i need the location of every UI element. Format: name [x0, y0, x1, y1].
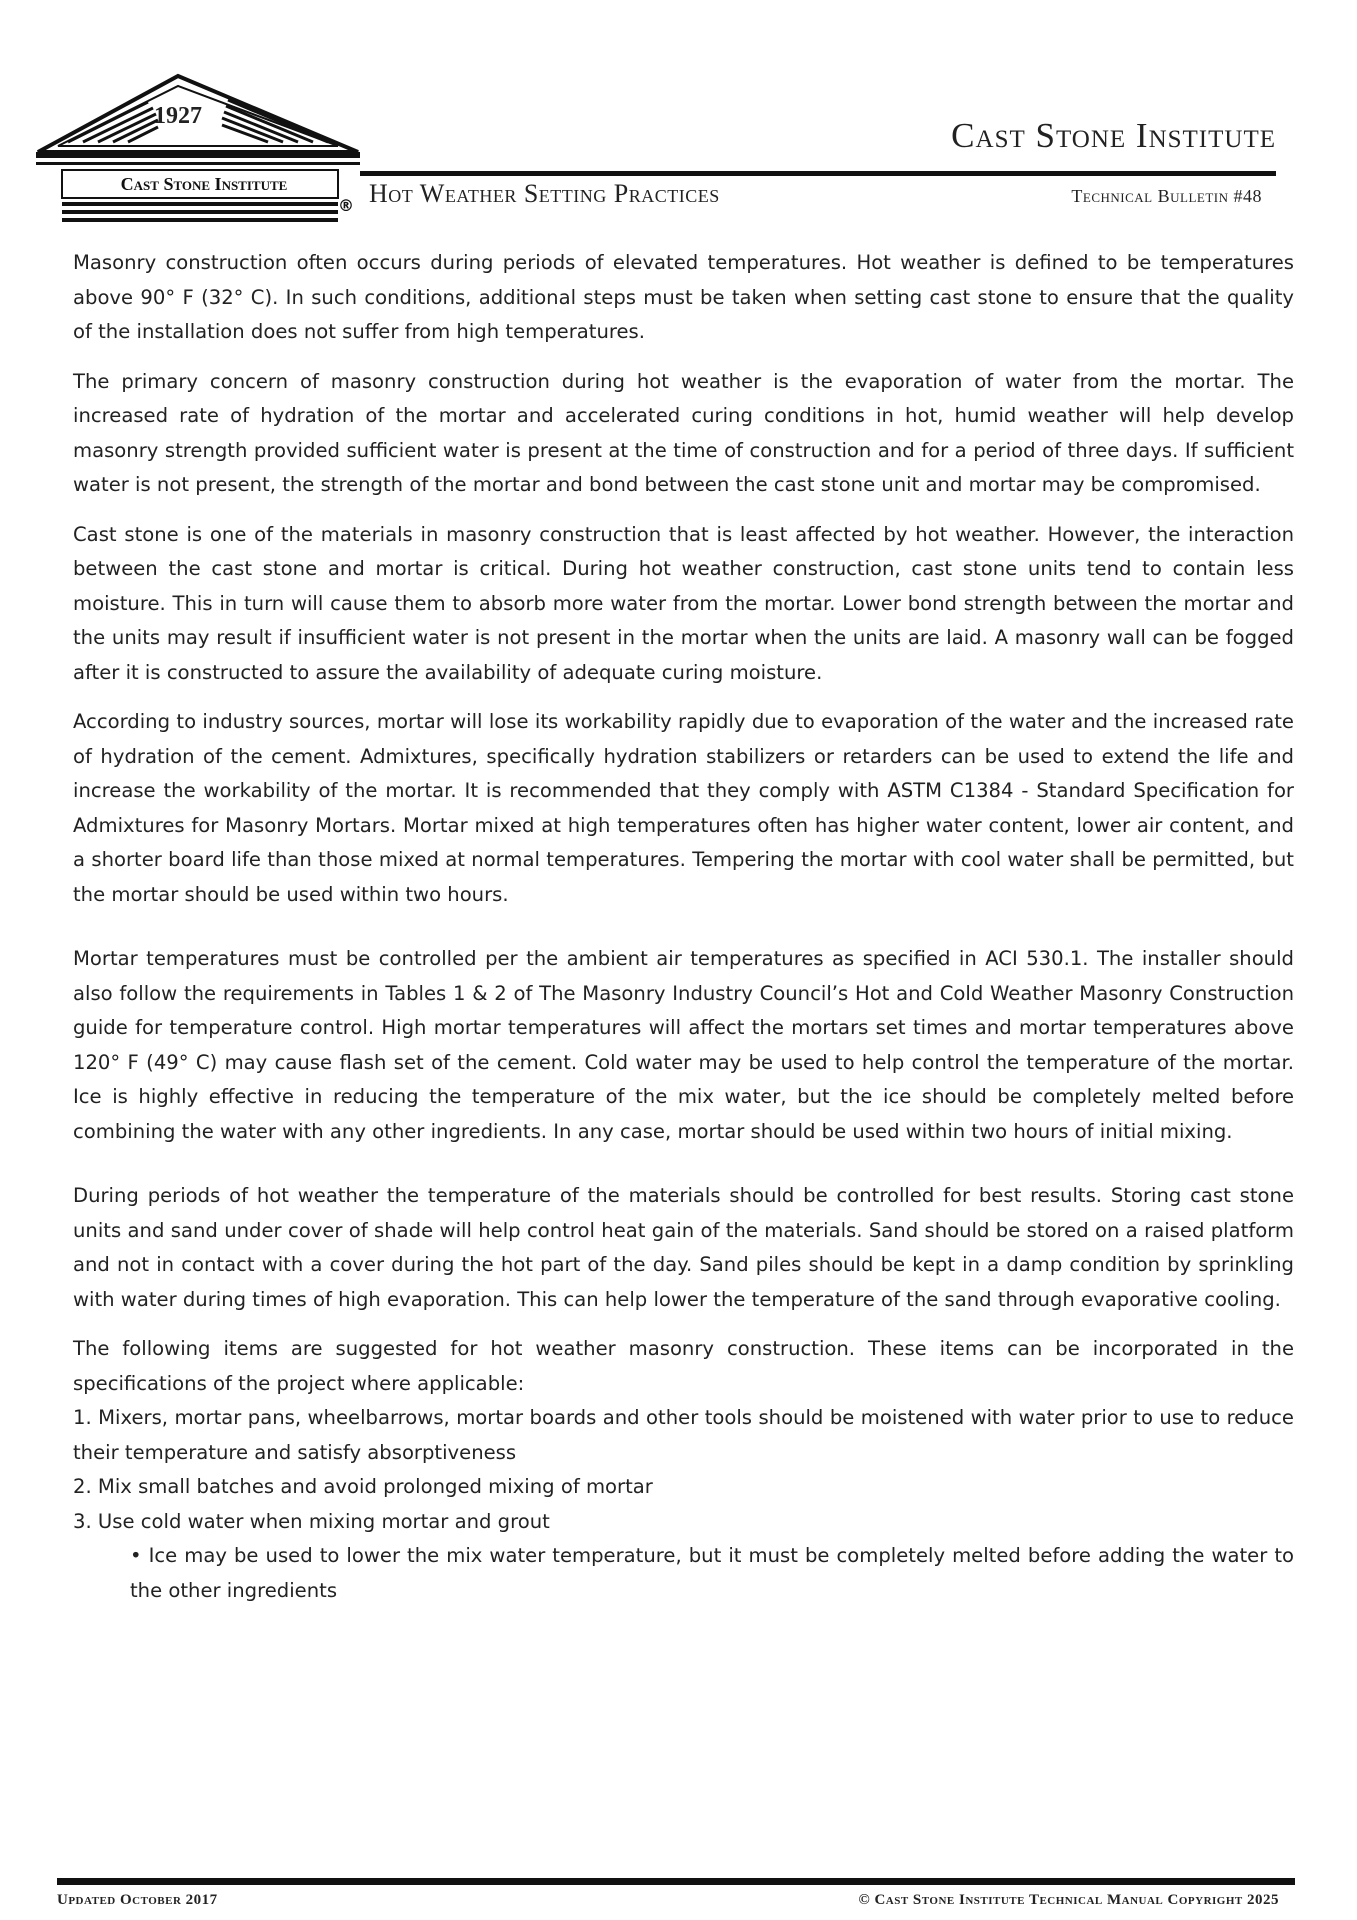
paragraph-mortar-temperatures: Mortar temperatures must be controlled per the ambient air temperatures as specified in ACI 530.1. The installer should also follow the requirements in Tables 1 & 2 of The Masonry Industry Council’s Hot and Cold Weather Masonry Construction guide for temperature control. High mortar temperatures will affect the mortars set times and mortar temperatures above 120° F (49° C) may cause flash set of the cement. Cold water may be used to help control the temperature of the mortar. Ice is highly effective in reducing the temperature of the mix water, but the ice should be completely melted before combining the water with any other ingredients. In any case, mortar should be used within two hours of initial mixing.: [73, 947, 1294, 1143]
bullet-item: • Ice may be used to lower the mix water temperature, but it must be completely melted before adding the water to the other ingredients: [130, 1544, 1294, 1602]
paragraph-material-storage: During periods of hot weather the temperature of the materials should be controlled for best results. Storing cast stone units and sand under cover of shade will help control heat gain of the materials. Sand should be stored on a raised platform and not in contact with a cover during the hot part of the day. Sand piles should be kept in a damp condition by sprinkling with water during times of high evaporation. This can help lower the temperature of the sand through evaporative cooling.: [73, 1184, 1294, 1311]
bulletin-body: [73, 246, 1294, 1608]
paragraph-primary-concern: The primary concern of masonry construction during hot weather is the evaporation of water from the mortar. The increased rate of hydration of the mortar and accelerated curing conditions in hot, humid weather will help develop masonry strength provided sufficient water is present at the time of construction and for a period of three days. If sufficient water is not present, the strength of the mortar and bond between the cast stone unit and mortar may be compromised.: [73, 369, 1294, 496]
paragraph-intro: Masonry construction often occurs during periods of elevated temperatures. Hot weather is defined to be temperatures above 90° F (32° C). In such conditions, additional steps must be taken when setting cast stone to ensure that the quality of the installation does not suffer from high temperatures.: [73, 251, 1294, 343]
paragraph-suggested-items: The following items are suggested for hot weather masonry construction. These items can be incorporated in the specifications of the project where applicable:: [73, 1337, 1294, 1395]
list-item: 2. Mix small batches and avoid prolonged mixing of mortar: [73, 1475, 653, 1498]
footer-copyright: © Cast Stone Institute Technical Manual Copyright 2025: [858, 1892, 1279, 1908]
page-title: Hot Weather Setting Practices: [369, 179, 720, 208]
footer-rule: [57, 1878, 1295, 1885]
paragraph-workability: According to industry sources, mortar will lose its workability rapidly due to evaporation of the water and the increased rate of hydration of the cement. Admixtures, specifically hydration stabilizers or retarders can be used to extend the life and increase the workability of the mortar. It is recommended that they comply with ASTM C1384 - Standard Specification for Admixtures for Masonry Mortars. Mortar mixed at high temperatures often has higher water content, lower air content, and a shorter board life than those mixed at normal temperatures. Tempering the mortar with cool water shall be permitted, but the mortar should be used within two hours.: [73, 710, 1294, 906]
logo-year: 1927: [154, 103, 202, 129]
footer-updated: Updated October 2017: [57, 1892, 218, 1908]
paragraph-cast-stone: Cast stone is one of the materials in masonry construction that is least affected by hot weather. However, the interaction between the cast stone and mortar is critical. During hot weather construction, cast stone units tend to contain less moisture. This in turn will cause them to absorb more water from the mortar. Lower bond strength between the mortar and the units may result if insufficient water is not present in the mortar when the units are laid. A masonry wall can be fogged after it is constructed to assure the availability of adequate curing moisture.: [73, 522, 1294, 684]
list-item: 3. Use cold water when mixing mortar and grout: [73, 1509, 550, 1533]
logo-name: Cast Stone Institute: [120, 174, 288, 194]
list-item: 1. Mixers, mortar pans, wheelbarrows, mortar boards and other tools should be moistened with water prior to use to reduce their temperature and satisfy absorptiveness: [73, 1406, 1294, 1464]
registered-mark: ®: [338, 196, 354, 215]
bulletin-number: Technical Bulletin #48: [1071, 186, 1262, 206]
org-name: Cast Stone Institute: [951, 116, 1276, 155]
cast-stone-institute-logo: [28, 72, 368, 228]
header-rule: [360, 171, 1276, 176]
